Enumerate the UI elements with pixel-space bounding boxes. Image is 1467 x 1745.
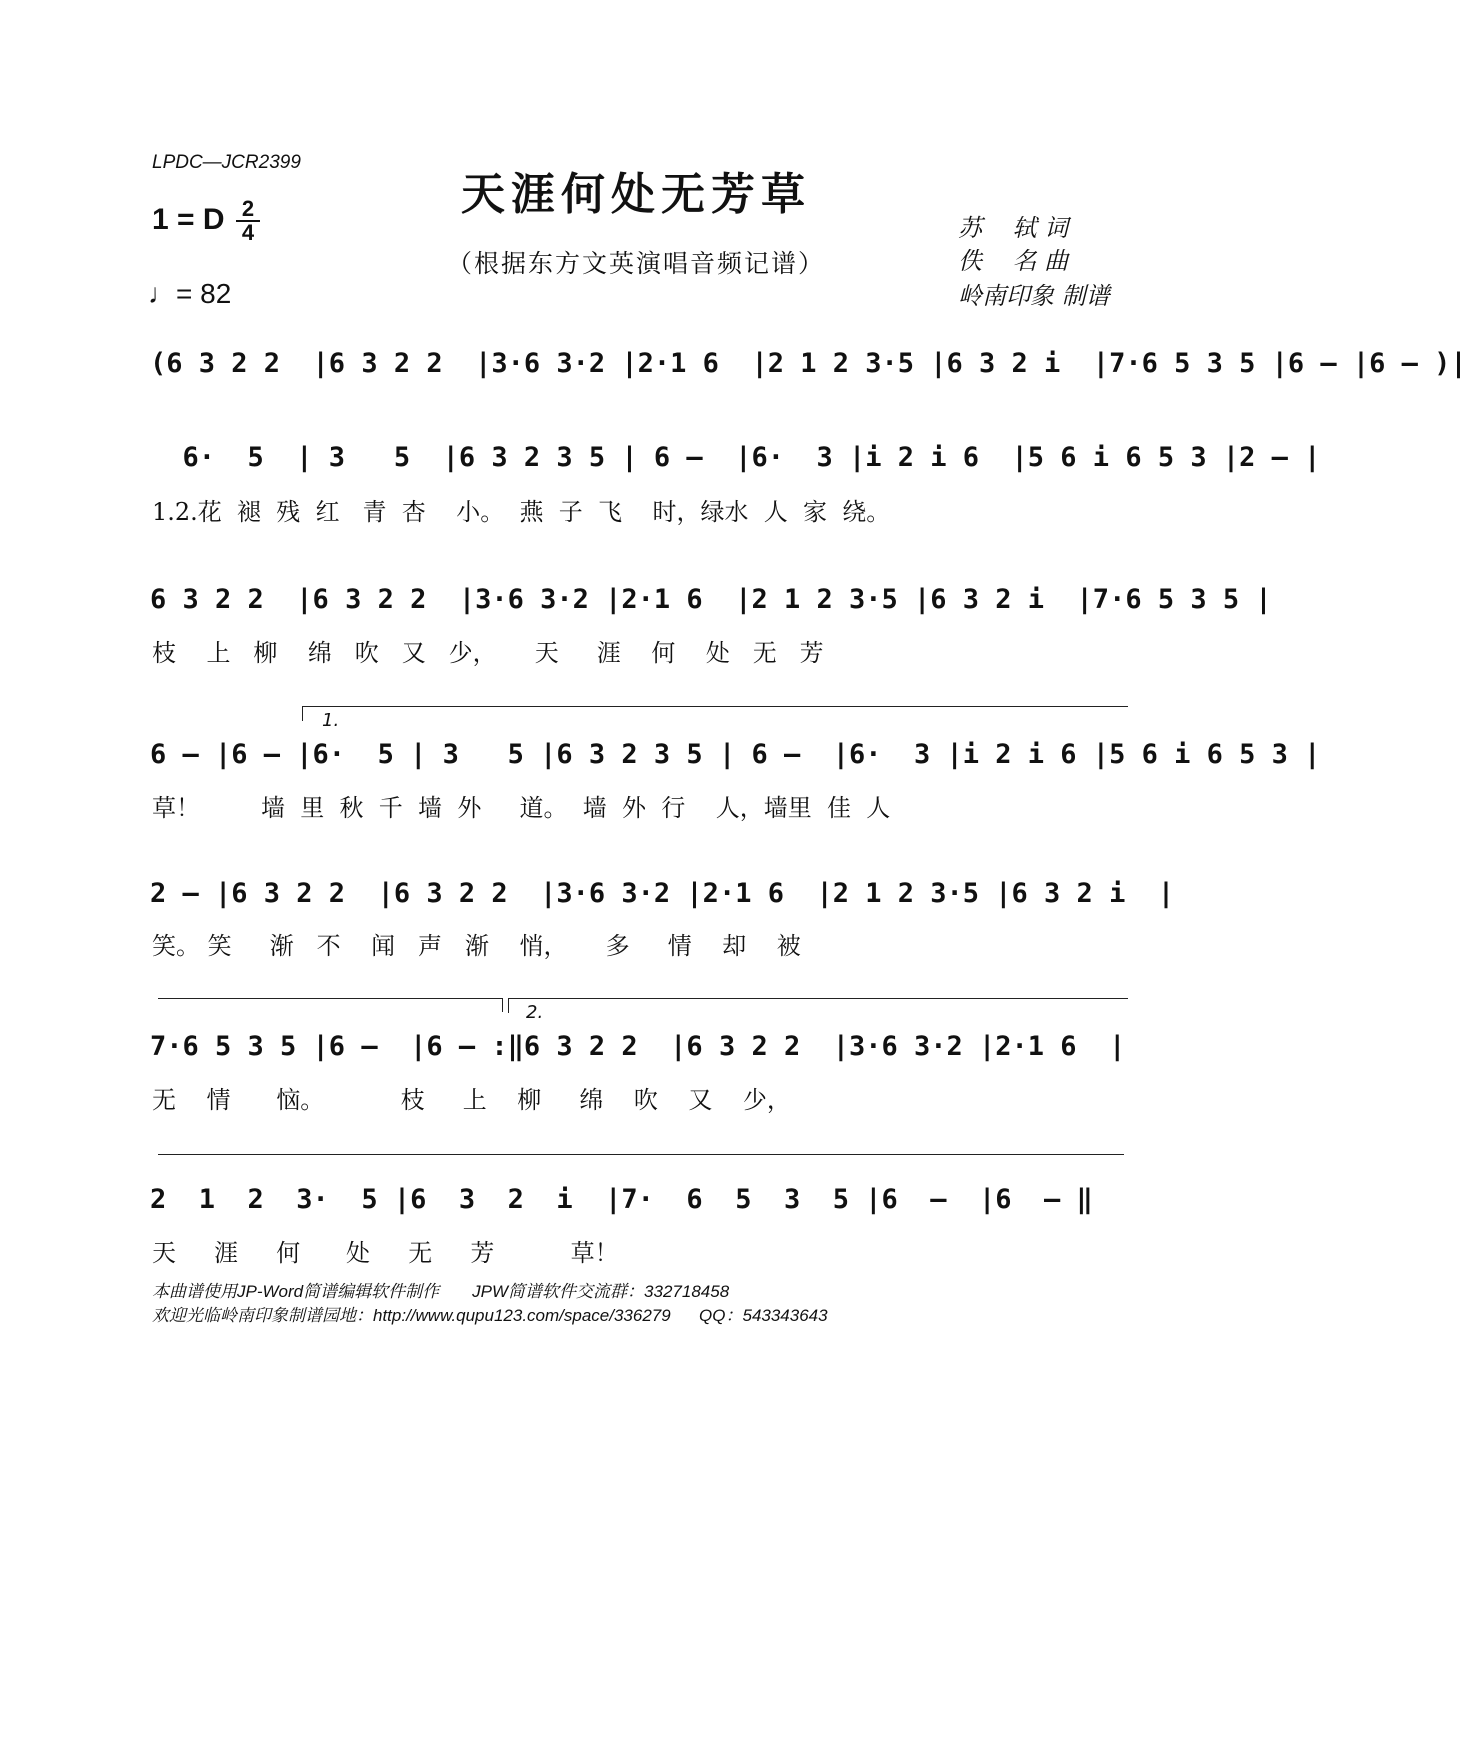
volta-line-end-tick: [502, 998, 503, 1012]
volta-label-1: 1.: [322, 710, 340, 731]
score-line-3-lyrics: 枝 上 柳 绵 吹 又 少， 天 涯 何 处 无 芳: [152, 639, 824, 667]
score-line-6-lyrics: 无 情 恼。 枝 上 柳 绵 吹 又 少，: [152, 1086, 791, 1114]
volta-line-final: [158, 1154, 1124, 1155]
footer-line-1: 本曲谱使用JP-Word简谱编辑软件制作 JPW简谱软件交流群：332718458: [152, 1282, 730, 1301]
score-code: LPDC—JCR2399: [152, 152, 301, 173]
credit-composer: 佚 名 曲: [958, 247, 1069, 275]
volta-label-2: 2.: [526, 1002, 544, 1023]
score-line-2-notes: 6· 5 | 3 5 |6 3 2 3 5 | 6 – |6· 3 |i 2 i 6 |5 6 i 6 5 3 |2 – |: [150, 442, 1321, 473]
score-line-6-notes: 7·6 5 3 5 |6 – |6 – :‖6 3 2 2 |6 3 2 2 |3·6 3·2 |2·1 6 |: [150, 1031, 1126, 1062]
credit-lyricist: 苏 轼 词: [958, 214, 1069, 242]
score-line-4-lyrics: 草！ 墙 里 秋 千 墙 外 道。 墙 外 行 人，墙里 佳 人: [152, 794, 891, 822]
score-line-5-notes: 2 – |6 3 2 2 |6 3 2 2 |3·6 3·2 |2·1 6 |2 1 2 3·5 |6 3 2 i |: [150, 878, 1175, 909]
score-line-7-lyrics: 天 涯 何 处 无 芳 草！: [152, 1239, 619, 1267]
time-signature: [236, 196, 260, 245]
page-title: 天涯何处无芳草: [461, 169, 811, 220]
score-line-2-lyrics: 1.2.花 褪 残 红 青 杏 小。 燕 子 飞 时，绿水 人 家 绕。: [152, 498, 891, 526]
score-line-5-lyrics: 笑。 笑 渐 不 闻 声 渐 悄， 多 情 却 被: [152, 932, 801, 960]
score-line-4-notes: 6 – |6 – |6· 5 | 3 5 |6 3 2 3 5 | 6 – |6· 3 |i 2 i 6 |5 6 i 6 5 3 |: [150, 739, 1321, 770]
credit-transcriber: 岭南印象 制谱: [958, 282, 1110, 310]
key-signature: 1 = D: [152, 203, 225, 236]
subtitle: （根据东方文英演唱音频记谱）: [446, 249, 825, 278]
score-line-7-notes: 2 1 2 3· 5 |6 3 2 i |7· 6 5 3 5 |6 – |6 – ‖: [150, 1184, 1093, 1215]
score-line-1-notes: (6 3 2 2 |6 3 2 2 |3·6 3·2 |2·1 6 |2 1 2 3·5 |6 3 2 i |7·6 5 3 5 |6 – |6 – )|: [150, 348, 1467, 379]
time-signature-bottom: 4: [241, 220, 255, 245]
tempo-marking: ♩= 82: [148, 278, 232, 309]
volta-bracket-2: [508, 998, 1128, 1013]
volta-line-end: [158, 998, 502, 999]
time-signature-top: 2: [241, 196, 255, 221]
volta-bracket-1: [302, 706, 1128, 721]
score-line-3-notes: 6 3 2 2 |6 3 2 2 |3·6 3·2 |2·1 6 |2 1 2 3·5 |6 3 2 i |7·6 5 3 5 |: [150, 584, 1272, 615]
footer-line-2: 欢迎光临岭南印象制谱园地：http://www.qupu123.com/space/336279 QQ：543343643: [152, 1306, 828, 1325]
